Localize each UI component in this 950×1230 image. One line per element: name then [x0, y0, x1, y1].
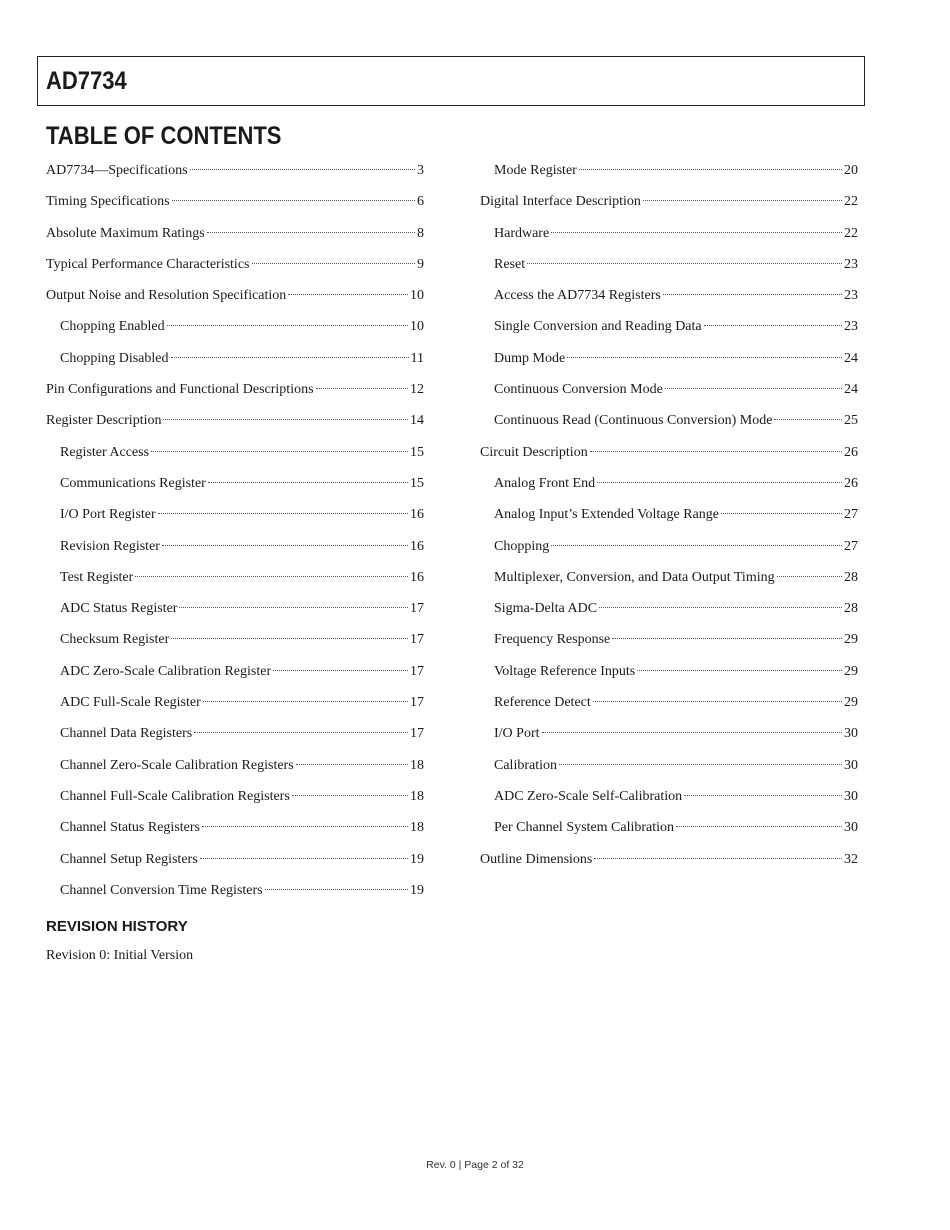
toc-entry-page: 16 — [410, 538, 424, 554]
toc-entry-label: ADC Full-Scale Register — [60, 695, 201, 711]
toc-entry-label: Hardware — [494, 225, 550, 241]
toc-leader-dots — [676, 825, 842, 827]
toc-entry-label: AD7734—Specifications — [46, 163, 188, 178]
toc-entry-page: 9 — [417, 256, 424, 272]
toc-heading: TABLE OF CONTENTS — [46, 122, 282, 150]
toc-entry[interactable] — [46, 812, 424, 843]
toc-entry-page: 10 — [410, 288, 424, 304]
toc-entry-label: ADC Status Register — [60, 601, 178, 617]
toc-entry-label: Mode Register — [494, 163, 577, 178]
toc-entry-page: 12 — [410, 382, 424, 398]
toc-entry-label: Channel Full-Scale Calibration Registers — [60, 788, 290, 804]
toc-entry-label: Outline Dimensions — [480, 851, 593, 867]
toc-entry-label: Digital Interface Description — [480, 194, 641, 210]
toc-entry-page: 23 — [844, 319, 858, 335]
toc-entry[interactable] — [480, 687, 858, 718]
toc-entry[interactable] — [46, 218, 424, 249]
toc-entry-label: Single Conversion and Reading Data — [494, 319, 702, 335]
toc-entry-label: Per Channel System Calibration — [494, 820, 675, 836]
toc-entry-label: Channel Setup Registers — [60, 851, 198, 867]
toc-entry-page: 29 — [844, 695, 858, 711]
toc-entry-page: 17 — [410, 601, 424, 617]
toc-entry[interactable] — [480, 499, 858, 530]
toc-entry[interactable] — [46, 374, 424, 405]
toc-entry[interactable] — [46, 249, 424, 280]
toc-entry-label: Communications Register — [60, 475, 206, 491]
toc-leader-dots — [579, 168, 842, 170]
toc-left-column — [46, 155, 424, 906]
toc-entry-label: Multiplexer, Conversion, and Data Output Timing — [494, 569, 775, 585]
toc-leader-dots — [594, 857, 842, 859]
toc-leader-dots — [171, 637, 408, 639]
toc-entry-label: Channel Conversion Time Registers — [60, 882, 263, 898]
toc-entry[interactable] — [46, 687, 424, 718]
toc-entry-page: 29 — [844, 632, 858, 648]
toc-entry-label: Reference Detect — [494, 695, 591, 711]
toc-leader-dots — [551, 231, 842, 233]
toc-leader-dots — [252, 262, 416, 264]
toc-leader-dots — [194, 731, 408, 733]
toc-entry[interactable] — [46, 750, 424, 781]
toc-entry[interactable] — [46, 844, 424, 875]
toc-entry[interactable] — [480, 405, 858, 436]
toc-entry[interactable] — [46, 781, 424, 812]
revision-history-heading: REVISION HISTORY — [46, 918, 188, 935]
toc-leader-dots — [612, 637, 842, 639]
toc-entry-page: 22 — [844, 225, 858, 241]
toc-leader-dots — [663, 293, 842, 295]
toc-entry-page: 19 — [410, 851, 424, 867]
toc-entry-page: 24 — [844, 350, 858, 366]
toc-entry-page: 16 — [410, 507, 424, 523]
toc-entry-page: 23 — [844, 288, 858, 304]
toc-entry-page: 32 — [844, 851, 858, 867]
toc-entry-label: Channel Zero-Scale Calibration Registers — [60, 757, 294, 773]
toc-entry-page: 14 — [410, 413, 424, 429]
toc-leader-dots — [200, 857, 408, 859]
toc-entry-page: 17 — [410, 663, 424, 679]
toc-leader-dots — [704, 324, 842, 326]
toc-leader-dots — [296, 763, 408, 765]
toc-entry[interactable] — [46, 718, 424, 749]
toc-entry-label: Analog Front End — [494, 475, 596, 491]
toc-leader-dots — [208, 481, 408, 483]
toc-entry[interactable] — [46, 405, 424, 436]
toc-entry-page: 24 — [844, 382, 858, 398]
toc-entry[interactable] — [480, 656, 858, 687]
toc-entry-label: Access the AD7734 Registers — [494, 288, 661, 304]
toc-leader-dots — [542, 731, 843, 733]
toc-entry-page: 18 — [410, 757, 424, 773]
toc-entry[interactable] — [480, 718, 858, 749]
toc-entry-page: 19 — [410, 882, 424, 898]
toc-entry[interactable] — [46, 593, 424, 624]
toc-entry-label: Test Register — [60, 569, 134, 585]
toc-leader-dots — [721, 512, 842, 514]
toc-entry[interactable] — [46, 531, 424, 562]
toc-entry-page: 8 — [417, 225, 424, 241]
page-header — [37, 56, 865, 106]
toc-entry[interactable] — [480, 374, 858, 405]
toc-entry-page: 26 — [844, 475, 858, 491]
toc-leader-dots — [288, 293, 408, 295]
toc-entry-page: 11 — [410, 350, 424, 366]
toc-leader-dots — [190, 168, 415, 170]
toc-entry-page: 28 — [844, 569, 858, 585]
toc-entry[interactable] — [480, 186, 858, 217]
toc-leader-dots — [265, 888, 408, 890]
page-footer: Rev. 0 | Page 2 of 32 — [426, 1159, 524, 1171]
toc-entry-page: 10 — [410, 319, 424, 335]
toc-leader-dots — [316, 387, 408, 389]
toc-entry[interactable] — [46, 624, 424, 655]
toc-leader-dots — [774, 418, 842, 420]
toc-entry-label: Output Noise and Resolution Specification — [46, 288, 287, 304]
toc-entry-label: ADC Zero-Scale Calibration Register — [60, 663, 272, 679]
toc-leader-dots — [665, 387, 842, 389]
toc-leader-dots — [151, 450, 408, 452]
toc-leader-dots — [202, 825, 408, 827]
toc-entry[interactable] — [46, 499, 424, 530]
toc-entry-page: 18 — [410, 820, 424, 836]
toc-entry-page: 27 — [844, 507, 858, 523]
toc-entry[interactable] — [480, 437, 858, 468]
toc-entry[interactable] — [46, 562, 424, 593]
toc-entry-label: I/O Port Register — [60, 507, 156, 523]
toc-leader-dots — [292, 794, 408, 796]
toc-entry[interactable] — [46, 437, 424, 468]
toc-entry-label: Channel Data Registers — [60, 726, 193, 742]
toc-leader-dots — [684, 794, 842, 796]
toc-entry-page: 23 — [844, 256, 858, 272]
toc-leader-dots — [179, 606, 408, 608]
toc-entry-page: 18 — [410, 788, 424, 804]
toc-entry-label: ADC Zero-Scale Self-Calibration — [494, 788, 683, 804]
toc-entry-page: 29 — [844, 663, 858, 679]
toc-entry[interactable] — [46, 186, 424, 217]
toc-entry-label: Continuous Conversion Mode — [494, 382, 663, 398]
toc-entry[interactable] — [480, 343, 858, 374]
toc-entry-label: Continuous Read (Continuous Conversion) Mode — [494, 413, 773, 429]
toc-entry-page: 3 — [417, 163, 424, 178]
toc-leader-dots — [599, 606, 842, 608]
toc-leader-dots — [172, 199, 415, 201]
toc-leader-dots — [162, 544, 408, 546]
toc-entry-page: 17 — [410, 695, 424, 711]
toc-leader-dots — [203, 700, 408, 702]
toc-entry-page: 20 — [844, 163, 858, 178]
toc-entry-label: Checksum Register — [60, 632, 170, 648]
toc-entry-label: Register Description — [46, 413, 162, 429]
toc-entry-page: 15 — [410, 444, 424, 460]
toc-entry-page: 26 — [844, 444, 858, 460]
toc-leader-dots — [777, 575, 842, 577]
toc-entry-label: Chopping Disabled — [60, 350, 169, 366]
toc-entry[interactable] — [46, 343, 424, 374]
toc-entry-label: Register Access — [60, 444, 150, 460]
toc-entry[interactable] — [480, 280, 858, 311]
toc-entry[interactable] — [480, 781, 858, 812]
toc-entry-label: Typical Performance Characteristics — [46, 256, 250, 272]
toc-entry-label: Sigma-Delta ADC — [494, 601, 598, 617]
toc-leader-dots — [590, 450, 842, 452]
toc-entry-label: Revision Register — [60, 538, 160, 554]
toc-entry[interactable] — [480, 844, 858, 875]
toc-entry-page: 17 — [410, 632, 424, 648]
toc-entry[interactable] — [480, 531, 858, 562]
toc-entry-label: Absolute Maximum Ratings — [46, 225, 205, 241]
toc-leader-dots — [597, 481, 842, 483]
toc-entry-page: 30 — [844, 820, 858, 836]
toc-entry-label: Pin Configurations and Functional Descriptions — [46, 382, 314, 398]
toc-entry[interactable] — [480, 562, 858, 593]
toc-entry-label: Timing Specifications — [46, 194, 170, 210]
toc-entry-page: 30 — [844, 788, 858, 804]
toc-leader-dots — [135, 575, 408, 577]
toc-entry[interactable] — [480, 311, 858, 342]
toc-entry[interactable] — [46, 875, 424, 906]
toc-entry-label: Frequency Response — [494, 632, 611, 648]
toc-entry[interactable] — [480, 593, 858, 624]
toc-entry-label: Channel Status Registers — [60, 820, 200, 836]
toc-leader-dots — [643, 199, 842, 201]
toc-leader-dots — [167, 324, 408, 326]
toc-entry[interactable] — [480, 812, 858, 843]
toc-leader-dots — [593, 700, 842, 702]
toc-entry[interactable] — [480, 249, 858, 280]
toc-leader-dots — [163, 418, 408, 420]
toc-entry-page: 17 — [410, 726, 424, 742]
toc-entry-label: Calibration — [494, 757, 557, 773]
toc-entry-page: 28 — [844, 601, 858, 617]
toc-leader-dots — [158, 512, 408, 514]
toc-leader-dots — [273, 669, 408, 671]
toc-entry[interactable] — [480, 155, 858, 186]
toc-entry[interactable] — [46, 280, 424, 311]
toc-leader-dots — [551, 544, 842, 546]
toc-entry[interactable] — [46, 656, 424, 687]
toc-entry-page: 22 — [844, 194, 858, 210]
toc-entry-page: 30 — [844, 726, 858, 742]
toc-entry-label: Dump Mode — [494, 350, 566, 366]
toc-entry-label: Chopping — [494, 538, 550, 554]
toc-entry[interactable] — [46, 311, 424, 342]
toc-leader-dots — [637, 669, 842, 671]
toc-leader-dots — [559, 763, 842, 765]
toc-leader-dots — [527, 262, 842, 264]
toc-entry-label: Reset — [494, 256, 526, 272]
toc-entry-label: I/O Port — [494, 726, 540, 742]
toc-entry[interactable] — [46, 468, 424, 499]
toc-leader-dots — [207, 231, 415, 233]
toc-entry[interactable] — [480, 218, 858, 249]
toc-entry-label: Circuit Description — [480, 444, 588, 460]
toc-leader-dots — [567, 356, 842, 358]
toc-entry-page: 27 — [844, 538, 858, 554]
toc-entry[interactable] — [480, 468, 858, 499]
toc-entry-label: Analog Input’s Extended Voltage Range — [494, 507, 719, 523]
toc-entry[interactable] — [480, 750, 858, 781]
revision-entry: Revision 0: Initial Version — [46, 948, 194, 963]
toc-entry-page: 16 — [410, 569, 424, 585]
toc-entry-label: Voltage Reference Inputs — [494, 663, 636, 679]
document-title: AD7734 — [46, 67, 127, 95]
toc-entry-page: 15 — [410, 475, 424, 491]
toc-entry-page: 30 — [844, 757, 858, 773]
toc-leader-dots — [171, 356, 409, 358]
toc-right-column — [480, 155, 858, 875]
toc-entry-page: 6 — [417, 194, 424, 210]
toc-entry-label: Chopping Enabled — [60, 319, 165, 335]
toc-entry[interactable] — [46, 155, 424, 186]
toc-entry[interactable] — [480, 624, 858, 655]
toc-entry-page: 25 — [844, 413, 858, 429]
